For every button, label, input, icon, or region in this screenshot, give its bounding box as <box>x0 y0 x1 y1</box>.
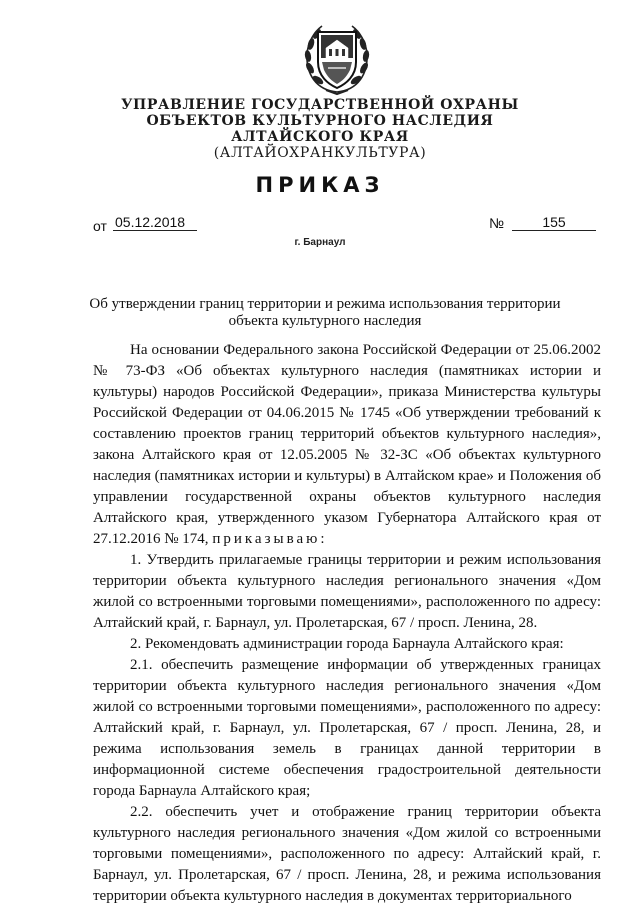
item-2-2: 2.2. обеспечить учет и отображение границ территории объекта культурного наследия регионального значения «Дом жилой со встроенными торговыми помещениями», расположенного по адресу: Алтайский край, г. Барнаул, ул. Пролетарская, 67 / просп. Ленина, 28, и режима использования территории объекта культурного наследия в документах территориального <box>93 804 601 904</box>
coat-of-arms-icon <box>298 18 376 98</box>
city-line: г. Барнаул <box>294 237 346 248</box>
document-number: 155 <box>512 214 596 231</box>
org-short-name: (АЛТАЙОХРАНКУЛЬТУРА) <box>213 145 427 161</box>
document-body <box>93 340 601 907</box>
order-word: приказываю: <box>212 531 328 547</box>
document-subject: Об утверждении границ территории и режима использования территории объекта культурного наследия <box>89 296 561 329</box>
item-2: 2. Рекомендовать администрации города Барнаула Алтайского края: <box>130 636 564 652</box>
org-name-line-1: УПРАВЛЕНИЕ ГОСУДАРСТВЕННОЙ ОХРАНЫ <box>121 97 519 113</box>
item-1: 1. Утвердить прилагаемые границы территории и режим использования территории объекта культурного наследия регионального значения «Дом жилой со встроенными торговыми помещениями», расположенного по адресу: Алтайский край, г. Барнаул, ул. Пролетарская, 67 / просп. Ленина, 28. <box>93 552 601 631</box>
org-name-line-3: АЛТАЙСКОГО КРАЯ <box>231 129 409 145</box>
document-date: 05.12.2018 <box>113 214 197 231</box>
item-2-1: 2.1. обеспечить размещение информации об утвержденных границах территории объекта культурного наследия регионального значения «Дом жилой со встроенными торговыми помещениями», расположенного по адресу: Алтайский край, г. Барнаул, ул. Пролетарская, 67 / просп. Ленина, 28, и режима использования земель в границах данной территории в информационной системе обеспечения градостроительной деятельности города Барнаула Алтайского края; <box>93 657 601 799</box>
preamble-paragraph <box>93 340 601 550</box>
date-label: от <box>93 218 107 234</box>
document-title: ПРИКАЗ <box>255 173 385 197</box>
org-name-line-2: ОБЪЕКТОВ КУЛЬТУРНОГО НАСЛЕДИЯ <box>146 113 494 129</box>
number-label: № <box>489 215 505 231</box>
preamble-text: На основании Федерального закона Российской Федерации от 25.06.2002 № 73-ФЗ «Об объектах культурного наследия (памятниках истории и культуры) народов Российской Федерации», приказа Министерства культуры Российской Федерации от 04.06.2015 № 1745 «Об утверждении требований к составлению проектов границ территорий объектов культурного наследия», закона Алтайского края от 12.05.2005 № 32-ЗС «Об объектах культурного наследия (памятниках истории и культуры) в Алтайском крае» и Положения об управлении государственной охраны объектов культурного наследия Алтайского края, утвержденного указом Губернатора Алтайского края от 27.12.2016 № 174, <box>93 342 601 547</box>
